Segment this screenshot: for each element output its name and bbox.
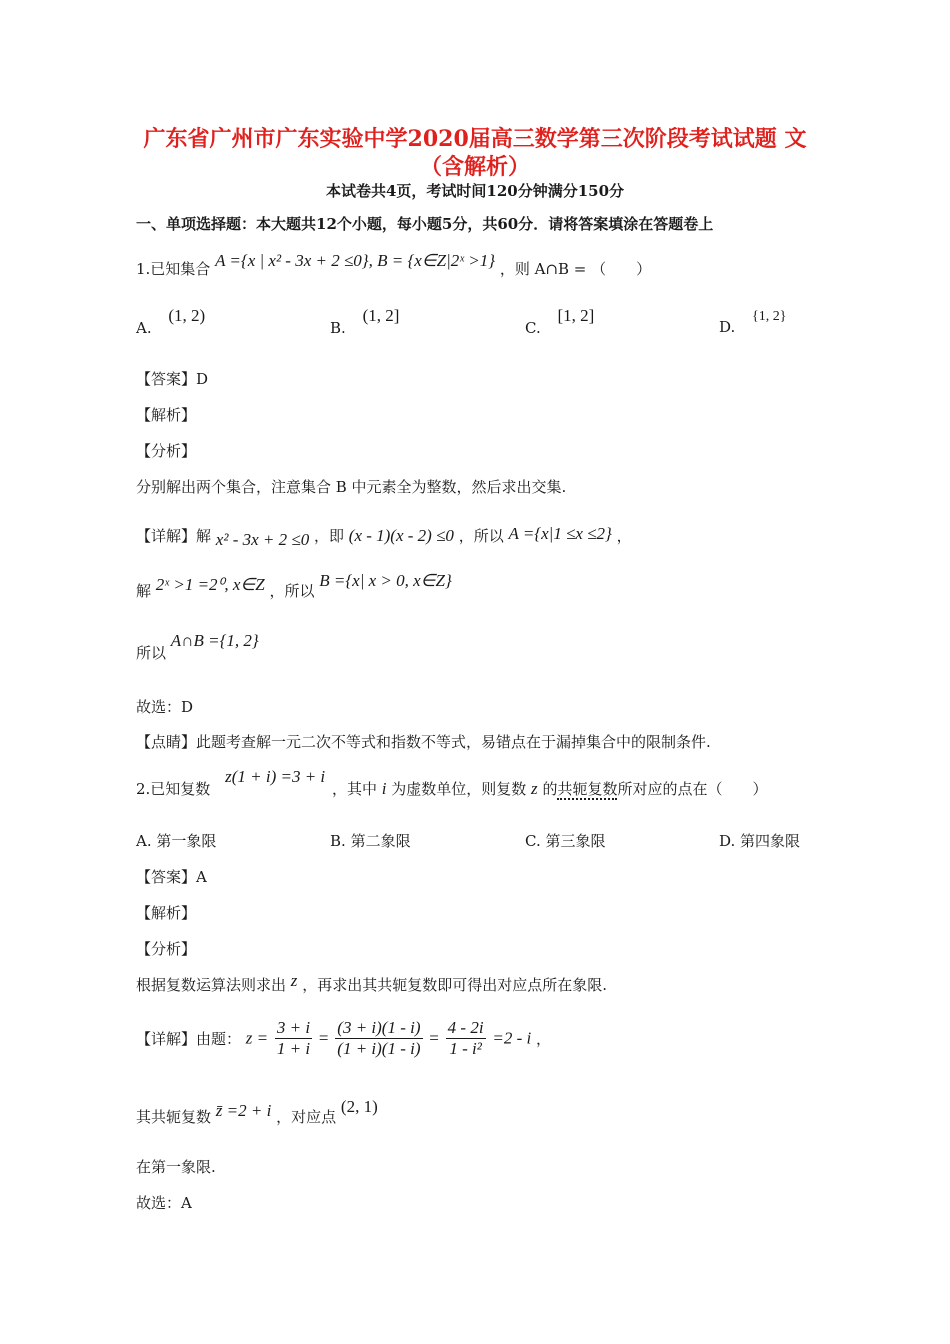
detail-formula: 2ˣ >1 =2⁰, x∈Z <box>155 575 265 594</box>
q2-option-c <box>525 830 606 851</box>
q2-analysis-head: 【解析】 <box>136 904 197 922</box>
option-label: C. <box>525 832 541 850</box>
option-value: (1, 2) <box>168 306 206 325</box>
q2-text: ，其中 <box>331 780 377 798</box>
q1-analysis-head: 【解析】 <box>136 406 197 424</box>
q2-symbol-i: i <box>381 779 387 798</box>
fraction-1 <box>275 1018 312 1059</box>
equals-sign: = <box>429 1028 439 1048</box>
q2-fenxi-head: 【分析】 <box>136 940 197 958</box>
detail-formula: (2, 1) <box>340 1097 378 1116</box>
q2-option-b <box>330 830 411 851</box>
q1-answer: 【答案】D <box>136 370 209 388</box>
option-label: B. <box>330 319 346 337</box>
option-value: 第四象限 <box>740 832 801 850</box>
document-title-line2: （含解析） <box>419 154 530 180</box>
q1-prefix: 1.已知集合 <box>136 260 211 278</box>
detail-text: ， <box>535 1030 551 1048</box>
q2-detail-line1 <box>136 1018 551 1059</box>
fraction-numerator: 3 + i <box>276 1018 311 1037</box>
detail-text: ，对应点 <box>276 1108 337 1126</box>
detail-formula: A∩B ={1, 2} <box>170 631 259 650</box>
option-value: 第一象限 <box>156 832 217 850</box>
q2-fenxi-text <box>136 971 607 995</box>
detail-formula: B ={x| x > 0, x∈Z} <box>319 571 452 590</box>
option-label: A. <box>136 832 152 850</box>
q2-formula: z(1 + i) =3 + i <box>225 767 326 786</box>
option-label: D. <box>719 318 736 336</box>
detail-formula: A ={x|1 ≤x ≤2} <box>508 524 612 543</box>
fenxi-text: 根据复数运算法则求出 <box>136 976 287 994</box>
section-heading: 一、单项选择题：本大题共12个小题，每小题5分，共60分．请将答案填涂在答题卷上 <box>136 215 714 233</box>
q2-detail-line2 <box>136 1097 378 1127</box>
equals-sign: = <box>318 1028 329 1048</box>
q1-formula: A ={x | x² - 3x + 2 ≤0}, B = {x∈Z|2ˣ >1} <box>215 251 496 270</box>
q1-stem <box>136 251 652 279</box>
fraction-2 <box>335 1018 422 1059</box>
fraction-numerator: 4 - 2i <box>447 1018 484 1037</box>
detail-text: 解 <box>136 582 152 600</box>
q2-text: 的 <box>542 780 558 798</box>
fenxi-text: ，再求出其共轭复数即可得出对应点所在象限. <box>302 976 607 994</box>
detail-text: 其共轭复数 <box>136 1108 212 1126</box>
q1-comment: 【点睛】此题考查解一元二次不等式和指数不等式，易错点在于漏掉集合中的限制条件. <box>136 733 711 751</box>
detail-formula: x² - 3x + 2 ≤0 <box>215 530 310 549</box>
q2-text: 为虚数单位，则复数 <box>391 780 527 798</box>
option-label: B. <box>330 832 346 850</box>
q1-suffix: ，则 A∩B = （ ） <box>499 260 652 278</box>
detail-text: 所以 <box>136 644 167 662</box>
q1-detail-line3 <box>136 631 259 663</box>
q2-answer: 【答案】A <box>136 868 207 886</box>
q2-choose: 故选：A <box>136 1194 192 1212</box>
fraction-denominator: 1 + i <box>276 1039 311 1058</box>
detail-head: 【详解】解 <box>136 527 212 545</box>
option-value: 第二象限 <box>350 832 411 850</box>
document-title-line1: 广东省广州市广东实验中学2020届高三数学第三次阶段考试试题 文 <box>143 126 807 152</box>
option-value: {1, 2} <box>752 309 787 324</box>
q2-prefix: 2.已知复数 <box>136 780 211 798</box>
detail-head: 【详解】由题： <box>136 1030 242 1048</box>
q1-detail-line2 <box>136 571 452 601</box>
fraction-numerator: (3 + i)(1 - i) <box>337 1018 421 1037</box>
q2-quadrant: 在第一象限. <box>136 1158 216 1176</box>
q2-option-a <box>136 830 216 851</box>
detail-text: ，即 <box>313 527 344 545</box>
q1-choose: 故选：D <box>136 698 194 716</box>
detail-text: ，所以 <box>269 582 315 600</box>
q2-suffix: 所对应的点在（ ） <box>617 780 768 798</box>
detail-formula: z = <box>245 1028 269 1048</box>
exam-info: 本试卷共4页，考试时间120分钟满分150分 <box>325 182 625 200</box>
q2-option-d <box>719 830 800 851</box>
detail-text: ， <box>616 527 632 545</box>
q1-option-a <box>136 306 206 338</box>
detail-formula: z̄ =2 + i <box>215 1101 272 1120</box>
q1-option-c <box>525 306 595 338</box>
detail-formula: (x - 1)(x - 2) ≤0 <box>348 526 454 545</box>
fraction-denominator: 1 - i² <box>449 1039 482 1058</box>
q1-detail-line1 <box>136 524 632 549</box>
q2-symbol-z: z <box>531 779 538 798</box>
q2-emphasis: 共轭复数 <box>557 780 618 798</box>
fenxi-symbol-z: z <box>290 971 298 990</box>
option-value: (1, 2] <box>362 306 400 325</box>
q2-stem <box>136 767 768 799</box>
fraction-3 <box>446 1018 486 1059</box>
q1-option-d <box>719 309 787 337</box>
detail-formula: =2 - i <box>492 1028 532 1048</box>
option-label: C. <box>525 319 541 337</box>
option-value: 第三象限 <box>545 832 606 850</box>
q1-fenxi-text: 分别解出两个集合，注意集合 B 中元素全为整数，然后求出交集. <box>136 478 567 496</box>
q1-fenxi-head: 【分析】 <box>136 442 197 460</box>
q1-option-b <box>330 306 400 338</box>
option-label: A. <box>136 319 152 337</box>
fraction-denominator: (1 + i)(1 - i) <box>337 1039 421 1058</box>
option-label: D. <box>719 832 736 850</box>
option-value: [1, 2] <box>557 306 595 325</box>
detail-text: ，所以 <box>458 527 504 545</box>
